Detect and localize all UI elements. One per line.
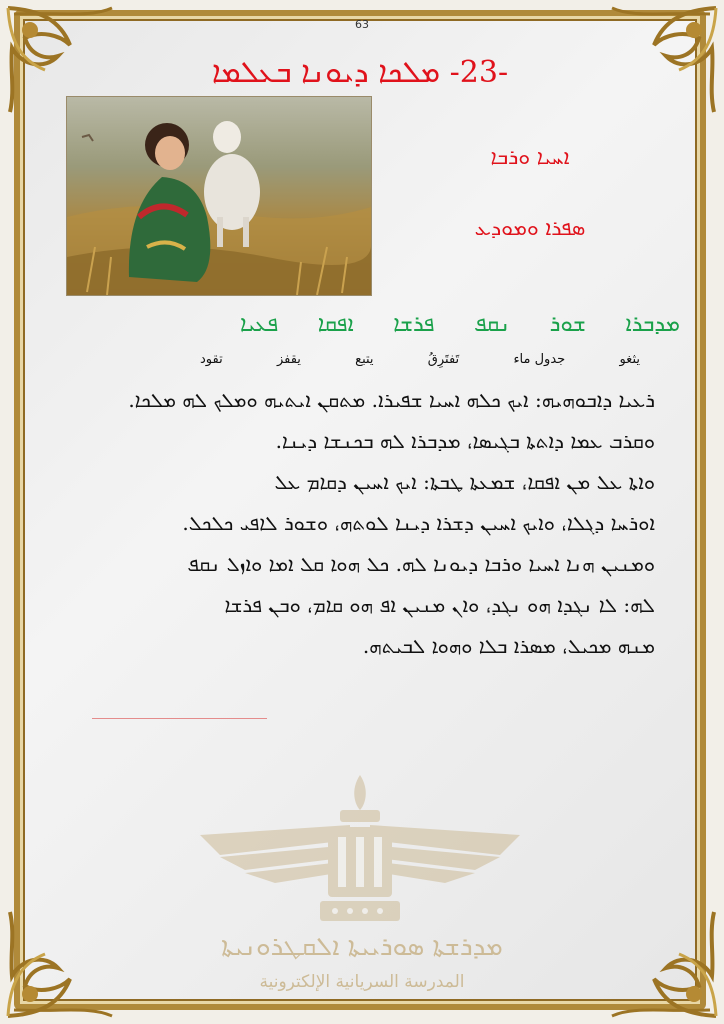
page-number: 63 bbox=[355, 18, 369, 31]
author-name: ܐܚܝܐ ܘܪܒܐ bbox=[490, 145, 570, 169]
vocab-word: ܫܘܪ bbox=[549, 312, 586, 337]
story-line: ܠܗ: ܠܐ ܢܓܕܐ ܗܘ ܢܓܕ، ܘܐܢ ܡܢܝܢ ܐܦ ܗܘ ܩܐܡ، ܘܒܢ ܦܪܫܐ bbox=[224, 593, 655, 617]
story-line: ܘܡܢܝܢ ܗܢܐ ܐܚܝܐ ܘܪܒܐ ܕܝܘܢܐ ܠܗ. ܟܠ ܗܘܐ ܩܠ ܐܡܐ ܘܐܙܠ ܢܩܦ bbox=[187, 552, 655, 576]
story-line: ܘܩܪܒ ܥܡܐ ܕܐܬܬܐ ܒܓܝܣܐ، ܡܕܒܪܐ ܠܗ ܒܟܢܫܐ ܕܝܢܐ. bbox=[275, 429, 655, 453]
school-name-syriac: ܡܕܪܫܬܐ ܣܘܪܝܝܬܐ ܐܠܩܛܪܘܢܝܬܐ bbox=[221, 932, 503, 962]
corner-ornament-icon bbox=[0, 904, 120, 1024]
vocab-word: ܢܩܦ bbox=[474, 312, 511, 337]
vocab-word: ܦܥܝܐ bbox=[240, 312, 279, 337]
corner-ornament-icon bbox=[604, 904, 724, 1024]
story-text bbox=[80, 380, 655, 667]
story-line: ܡܢܗ ܡܟܝܠ، ܡܣܪܐ ܒܠܐ ܘܗܘܐ ܠܒܝܬܗ. bbox=[362, 634, 655, 658]
story-line: ܐܘܪܚܐ ܕܓܠܐ، ܘܐܝܟ ܐܚܝܢ ܕܫܪܐ ܕܝܢܐ ܠܘܬܗ، ܘܫܘܪ ܠܐܦܝ ܟܠܟܠ. bbox=[182, 511, 655, 535]
lesson-title: -23- ܡܠܟܐ ܕܝܘܢܐ ܒܥܠܡܐ bbox=[211, 55, 509, 90]
story-line: ܘܐܬܐ ܥܠ ܡܢ ܐܦܩܐ، ܫܡܥܬܐ ܛܒܬܐ: ܐܝܟ ܐܚܝܢ ܕܩܐܡ ܥܠ bbox=[274, 470, 655, 494]
winged-emblem-icon bbox=[190, 765, 530, 930]
vocab-translation: تقود bbox=[200, 352, 223, 367]
story-line: ܪܥܝܐ ܕܐܒܘܗܝܗ: ܐܝܟ ܟܠܗ ܐܚܝܐ ܫܦܝܪܐ. ܡܬܩܢ ܐܝܬܝܗ ܘܡܠܟ ܠܗ ܡܠܟܐ. bbox=[128, 388, 655, 412]
footnote-divider bbox=[92, 718, 267, 719]
illustration-girl-with-lamb bbox=[66, 96, 372, 296]
vocab-translation: تَفتَرِقُ bbox=[427, 352, 460, 367]
vocab-translation: يتبع bbox=[355, 352, 374, 367]
vocab-translation: يثغو bbox=[619, 352, 640, 367]
author-subtitle: ܣܦܪܐ ܘܡܘܕܥ bbox=[474, 216, 586, 240]
vocab-word: ܦܪܫܐ bbox=[393, 312, 435, 337]
vocab-translation: يقفز bbox=[276, 352, 301, 367]
vocab-translation: جدول ماء bbox=[513, 352, 566, 367]
school-name-arabic: المدرسة السريانية الإلكترونية bbox=[259, 972, 465, 992]
vocab-word: ܐܦܩܐ bbox=[317, 312, 354, 337]
vocab-word: ܡܕܒܪܐ bbox=[625, 312, 680, 337]
vocabulary-arabic-row bbox=[200, 352, 640, 367]
vocabulary-syriac-row bbox=[240, 312, 680, 337]
